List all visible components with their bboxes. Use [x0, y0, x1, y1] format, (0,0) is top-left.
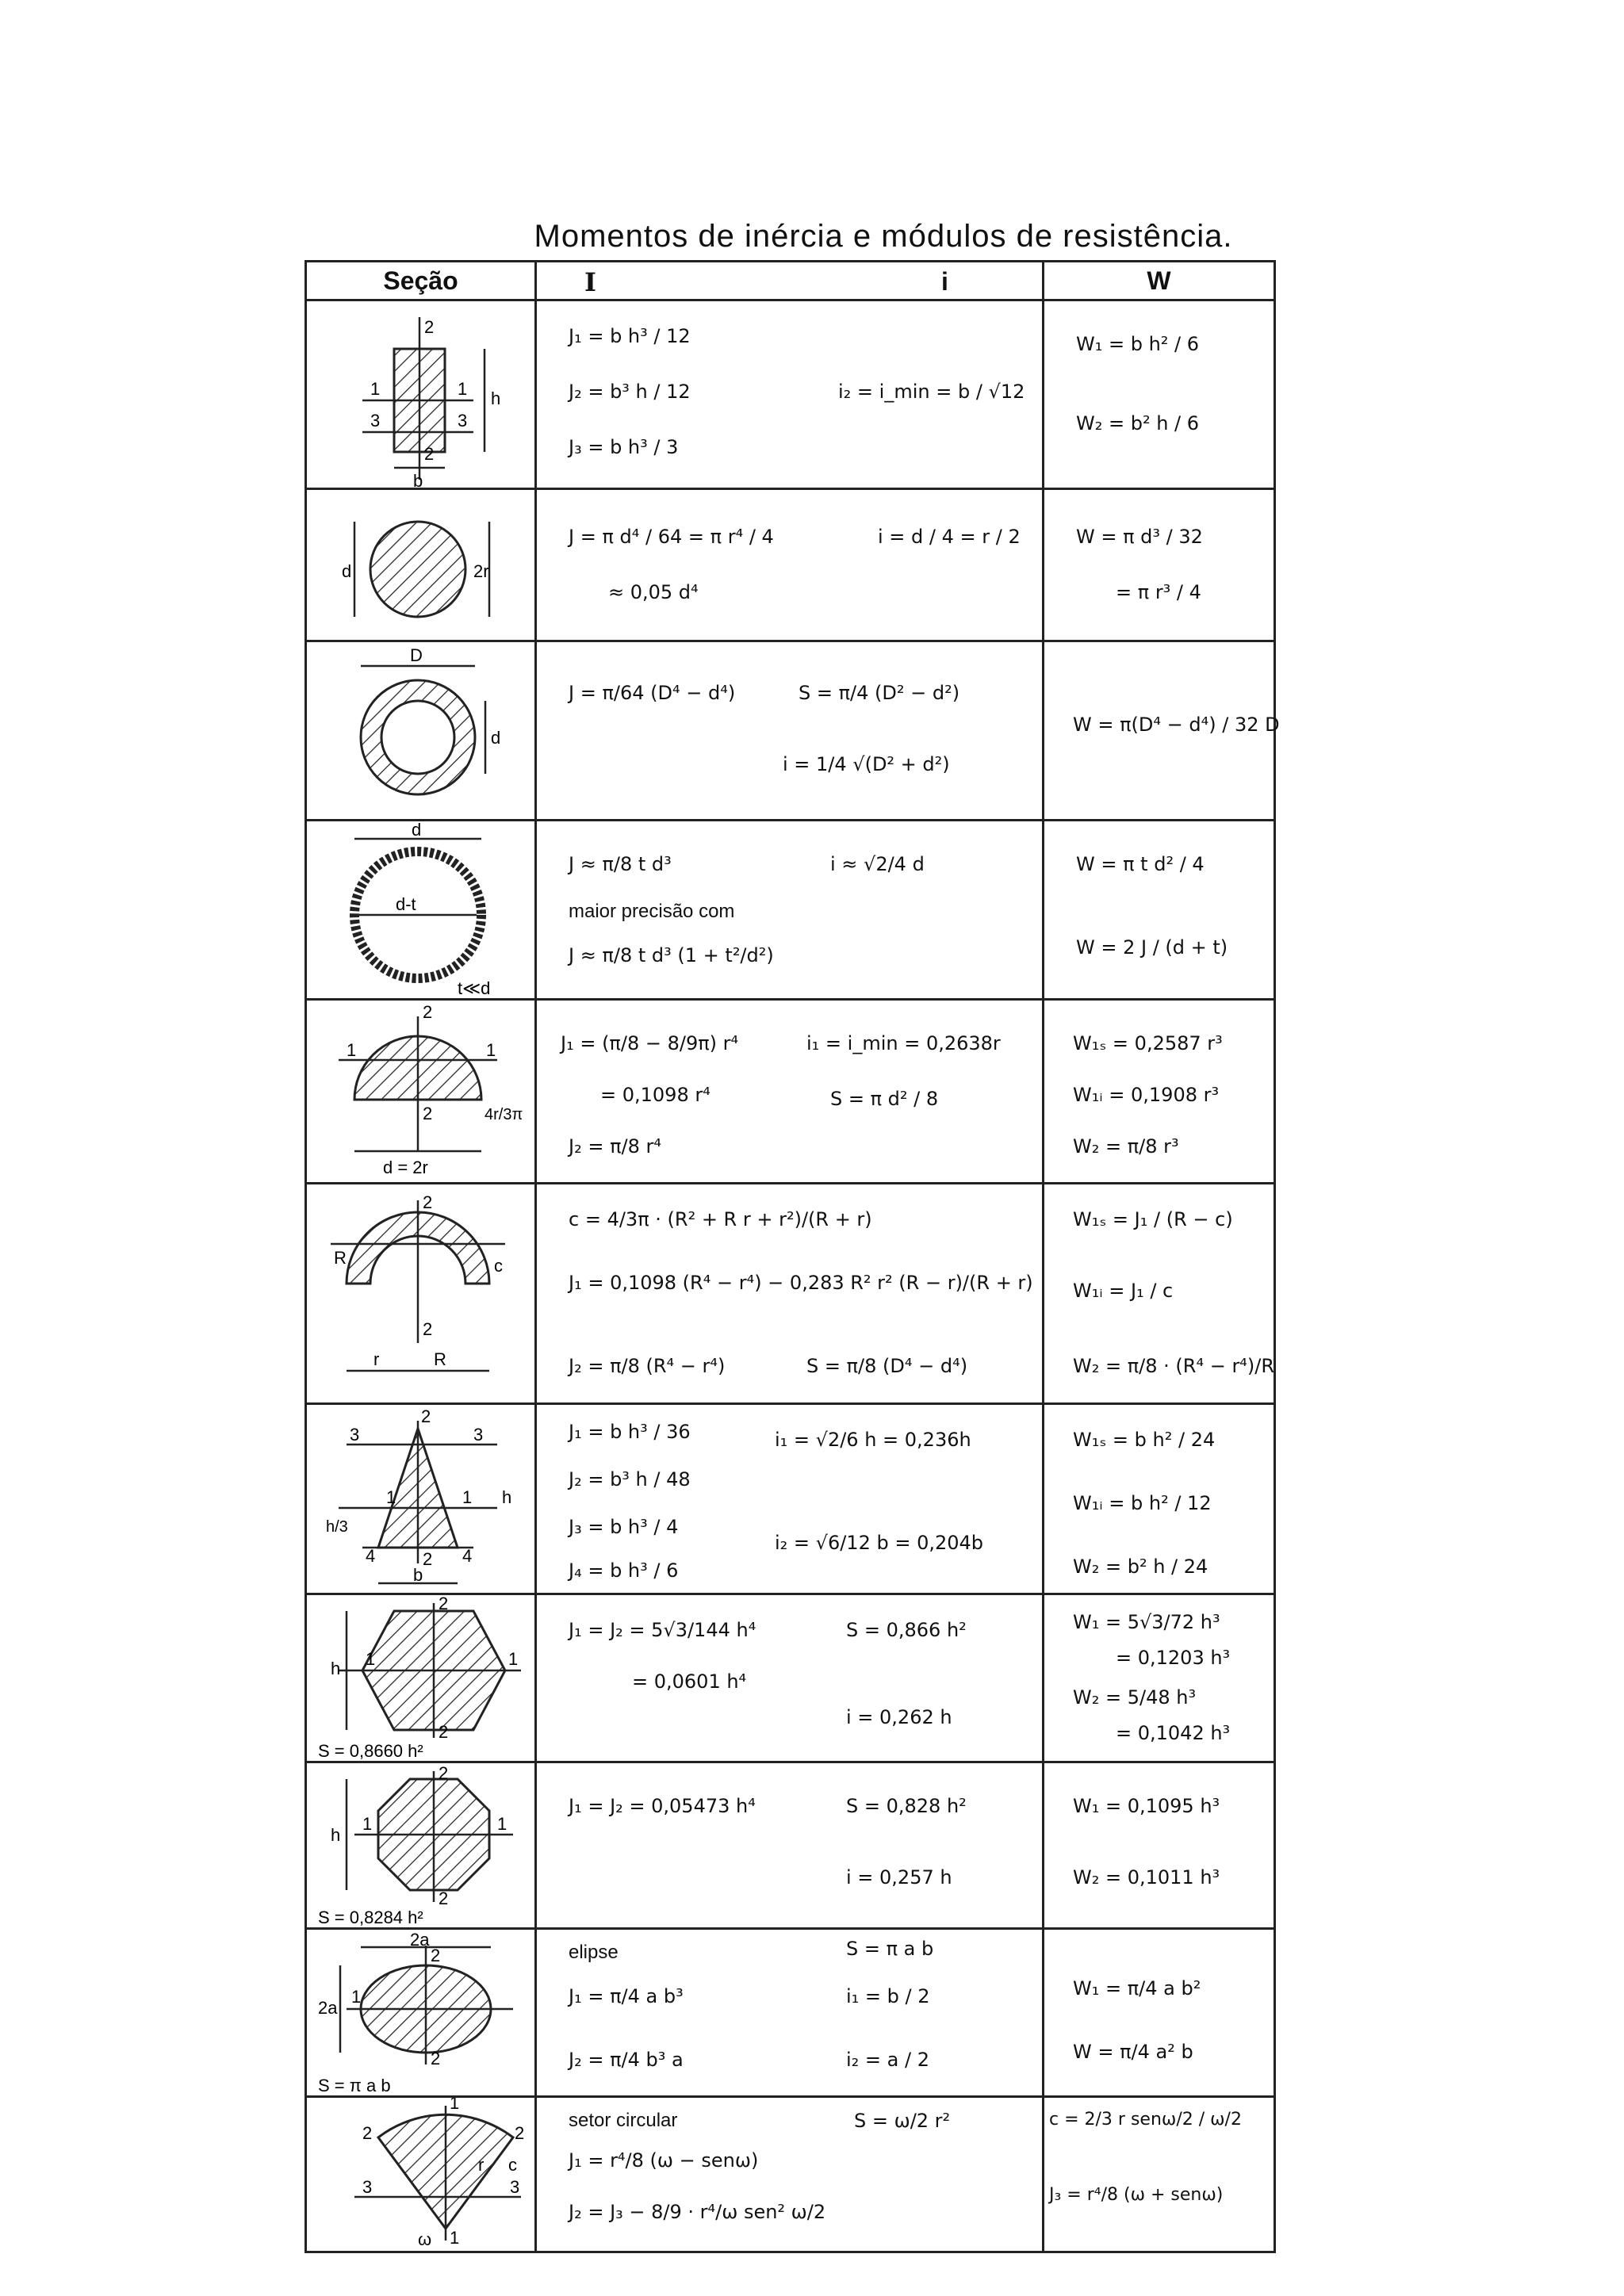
fig-label: 1: [450, 2098, 460, 2113]
formula: W₂ = 0,1011 h³: [1073, 1866, 1220, 1888]
formula: J₁ = b h³ / 36: [569, 1421, 691, 1443]
fig-label: 2: [424, 444, 435, 464]
formula: = 0,0601 h⁴: [632, 1670, 747, 1693]
formula: W₁ₛ = J₁ / (R − c): [1073, 1208, 1233, 1230]
fig-label: h: [491, 388, 501, 408]
formula: W = π t d² / 4: [1076, 853, 1205, 875]
fig-label: 1: [351, 1987, 362, 2007]
fig-label: 1: [508, 1649, 519, 1669]
formula: = 0,1098 r⁴: [600, 1084, 710, 1106]
inertia-cell: [536, 1184, 1044, 1404]
formula: J = π d⁴ / 64 = π r⁴ / 4: [569, 526, 774, 548]
formula: J₁ = J₂ = 5√3/144 h⁴: [569, 1619, 756, 1641]
section-figure: [306, 2097, 536, 2252]
fig-label: d = 2r: [383, 1158, 428, 1177]
formula: S = π/4 (D² − d²): [799, 682, 960, 704]
header-section: Seção: [306, 262, 536, 300]
inertia-cell: [536, 1594, 1044, 1762]
fig-label: 1: [386, 1487, 396, 1507]
fig-label: 3: [362, 2177, 373, 2197]
formula: J₃ = b h³ / 4: [569, 1516, 679, 1538]
fig-label: 3: [473, 1425, 484, 1445]
fig-label: d: [491, 728, 501, 748]
table-row: [306, 300, 1275, 489]
fig-label: d-t: [396, 894, 416, 914]
table-row: [306, 1762, 1275, 1929]
note: maior precisão com: [569, 901, 735, 922]
formula: i = 0,262 h: [846, 1706, 952, 1728]
fig-label: 2: [439, 1722, 449, 1742]
inertia-cell: [536, 2097, 1044, 2252]
fig-label: 1: [370, 379, 381, 399]
fig-label: 1: [362, 1814, 373, 1834]
modulus-cell: [1044, 2097, 1275, 2252]
fig-label: 1: [450, 2228, 460, 2248]
fig-label: 2: [421, 1406, 431, 1426]
formula: S = ω/2 r²: [854, 2110, 951, 2132]
formula: i = d / 4 = r / 2: [878, 526, 1021, 548]
table-row: [306, 2097, 1275, 2252]
formula: W₂ = π/8 · (R⁴ − r⁴)/R: [1073, 1355, 1275, 1377]
formula: W₁ᵢ = J₁ / c: [1073, 1280, 1174, 1302]
formula: = 0,1203 h³: [1116, 1647, 1231, 1669]
formula: J₃ = b h³ / 3: [569, 436, 679, 458]
section-figure: [306, 1000, 536, 1184]
fig-label: d: [342, 561, 352, 581]
inertia-cell: [536, 1000, 1044, 1184]
formula: W₁ = π/4 a b²: [1073, 1977, 1201, 1999]
formula: J₄ = b h³ / 6: [569, 1559, 679, 1582]
modulus-cell: [1044, 1594, 1275, 1762]
formula: W₁ = 0,1095 h³: [1073, 1795, 1220, 1817]
section-figure: [306, 821, 536, 1000]
hexagon-figure: [307, 1595, 537, 1763]
section-figure: [306, 1929, 536, 2097]
sector-figure: [307, 2098, 537, 2253]
table-row: [306, 1000, 1275, 1184]
fig-label: 1: [486, 1040, 496, 1060]
ring-figure: [307, 642, 537, 821]
fig-label: b: [413, 471, 423, 490]
modulus-cell: [1044, 300, 1275, 489]
inertia-cell: [536, 1762, 1044, 1929]
fig-label: 2: [515, 2123, 525, 2143]
formula: S = 0,828 h²: [846, 1795, 967, 1817]
circle-figure: [307, 490, 537, 642]
section-figure: [306, 1762, 536, 1929]
fig-label: 3: [458, 411, 468, 430]
fig-label: h: [502, 1487, 512, 1507]
formula: W = π d³ / 32: [1076, 526, 1203, 548]
page-title: Momentos de inércia e módulos de resistência.: [534, 219, 1233, 254]
formula: J₁ = (π/8 − 8/9π) r⁴: [561, 1032, 739, 1054]
modulus-cell: [1044, 1000, 1275, 1184]
rectangle-figure: [307, 301, 537, 490]
fig-label: ω: [418, 2229, 432, 2249]
fig-label: D: [410, 645, 423, 665]
note: elipse: [569, 1942, 619, 1963]
modulus-cell: [1044, 1184, 1275, 1404]
fig-label: 2: [423, 1104, 433, 1123]
table-row: [306, 1929, 1275, 2097]
fig-label: 1: [458, 379, 468, 399]
modulus-cell: [1044, 641, 1280, 821]
table-row: [306, 821, 1275, 1000]
fig-label: 1: [366, 1649, 376, 1669]
reference-table: [304, 219, 1280, 2272]
table-row: [306, 489, 1275, 641]
fig-label: S = π a b: [318, 2076, 391, 2095]
inertia-table: [304, 260, 1280, 2253]
section-figure: [306, 1594, 536, 1762]
formula: J₂ = π/8 r⁴: [569, 1135, 661, 1158]
thin-ring-figure: [307, 821, 537, 1001]
fig-label: 2: [439, 1888, 449, 1908]
formula: J₁ = 0,1098 (R⁴ − r⁴) − 0,283 R² r² (R − r)/(R + r): [569, 1272, 1033, 1294]
fig-label: r: [478, 2155, 485, 2175]
section-figure: [306, 641, 536, 821]
fig-label: 4r/3π: [485, 1106, 523, 1123]
formula: J₁ = J₂ = 0,05473 h⁴: [569, 1795, 756, 1817]
section-figure: [306, 489, 536, 641]
fig-label: c: [508, 2155, 517, 2175]
fig-label: 2: [424, 317, 435, 337]
inertia-cell: [536, 1929, 1044, 2097]
formula: J₂ = π/8 (R⁴ − r⁴): [569, 1355, 726, 1377]
fig-label: b: [413, 1565, 423, 1585]
fig-label: 2: [423, 1002, 433, 1022]
fig-label: 2r: [473, 561, 489, 581]
formula: J ≈ π/8 t d³ (1 + t²/d²): [569, 944, 774, 966]
fig-label: R: [434, 1349, 446, 1369]
modulus-cell: [1044, 1404, 1275, 1594]
formula: J₂ = J₃ − 8/9 · r⁴/ω sen² ω/2: [569, 2201, 826, 2223]
formula: W₂ = b² h / 6: [1076, 412, 1200, 434]
formula: J₁ = b h³ / 12: [569, 325, 691, 347]
fig-label: 1: [462, 1487, 473, 1507]
table-row: [306, 1594, 1275, 1762]
fig-label: 2: [423, 1192, 433, 1212]
formula: i₂ = √6/12 b = 0,204b: [775, 1532, 984, 1554]
formula: W = π/4 a² b: [1073, 2041, 1193, 2063]
fig-label: r: [373, 1349, 380, 1369]
triangle-figure: [307, 1405, 537, 1595]
modulus-cell: [1044, 1929, 1275, 2097]
formula: W = 2 J / (d + t): [1076, 936, 1228, 959]
section-figure: [306, 300, 536, 489]
half-ring-figure: [307, 1184, 537, 1405]
formula: W₁ = 5√3/72 h³: [1073, 1611, 1220, 1633]
formula: S = 0,866 h²: [846, 1619, 967, 1641]
formula: i₁ = b / 2: [846, 1985, 930, 2007]
note: setor circular: [569, 2110, 678, 2131]
formula: S = π/8 (D⁴ − d⁴): [806, 1355, 968, 1377]
fig-label: 3: [510, 2177, 520, 2197]
inertia-cell: [536, 641, 1044, 821]
fig-label: 2a: [410, 1930, 430, 1950]
modulus-cell: [1044, 489, 1275, 641]
section-figure: [306, 1184, 536, 1404]
formula: W₁ᵢ = 0,1908 r³: [1073, 1084, 1220, 1106]
formula: = 0,1042 h³: [1116, 1722, 1231, 1744]
fig-label: 2: [362, 2123, 373, 2143]
header-inertia: I: [584, 267, 596, 297]
formula: W₁ₛ = 0,2587 r³: [1073, 1032, 1223, 1054]
fig-label: h: [331, 1825, 341, 1845]
formula: J₂ = b³ h / 48: [569, 1468, 691, 1490]
fig-label: 2: [431, 2049, 441, 2068]
section-figure: [306, 1404, 536, 1594]
ellipse-figure: [307, 1930, 537, 2098]
formula: W₂ = π/8 r³: [1073, 1135, 1179, 1158]
fig-label: 4: [462, 1546, 473, 1566]
formula: = π r³ / 4: [1116, 581, 1201, 603]
formula: c = 2/3 r senω/2 / ω/2: [1049, 2110, 1242, 2130]
table-row: [306, 1184, 1275, 1404]
formula: W₂ = 5/48 h³: [1073, 1686, 1197, 1709]
fig-label: 2: [423, 1549, 433, 1569]
fig-label: R: [334, 1248, 347, 1268]
fig-label: t≪d: [458, 978, 491, 998]
table-row: [306, 641, 1275, 821]
fig-label: 2: [431, 1946, 441, 1965]
inertia-cell: [536, 300, 1044, 489]
fig-label: d: [412, 821, 422, 840]
formula: S = π d² / 8: [830, 1088, 939, 1110]
formula: J₁ = π/4 a b³: [569, 1985, 684, 2007]
fig-label: 1: [497, 1814, 508, 1834]
formula: i = 1/4 √(D² + d²): [783, 753, 950, 775]
fig-label: 2: [423, 1319, 433, 1339]
formula: i₁ = √2/6 h = 0,236h: [775, 1429, 971, 1451]
modulus-cell: [1044, 1762, 1275, 1929]
fig-label: S = 0,8284 h²: [318, 1908, 423, 1927]
formula: W₁ᵢ = b h² / 12: [1073, 1492, 1212, 1514]
fig-label: c: [494, 1256, 503, 1276]
formula: ≈ 0,05 d⁴: [608, 581, 699, 603]
formula: J₁ = r⁴/8 (ω − senω): [569, 2149, 759, 2172]
octagon-figure: [307, 1763, 537, 1930]
header-row: [306, 262, 1275, 300]
formula: c = 4/3π · (R² + R r + r²)/(R + r): [569, 1208, 872, 1230]
fig-label: 1: [347, 1040, 357, 1060]
formula: W₁ₛ = b h² / 24: [1073, 1429, 1216, 1451]
formula: W = π(D⁴ − d⁴) / 32 D: [1073, 714, 1280, 736]
formula: S = π a b: [846, 1938, 934, 1960]
fig-label: 4: [366, 1546, 376, 1566]
fig-label: h: [331, 1659, 341, 1678]
formula: i₁ = i_min = 0,2638r: [806, 1032, 1001, 1054]
header-inertia-radius: [536, 262, 1044, 300]
formula: W₁ = b h² / 6: [1076, 333, 1200, 355]
formula: J = π/64 (D⁴ − d⁴): [569, 682, 736, 704]
formula: i = 0,257 h: [846, 1866, 952, 1888]
fig-label: h/3: [326, 1518, 348, 1536]
inertia-cell: [536, 1404, 1044, 1594]
inertia-cell: [536, 489, 1044, 641]
header-modulus: W: [1044, 262, 1275, 300]
formula: i₂ = a / 2: [846, 2049, 929, 2071]
formula: J₂ = b³ h / 12: [569, 381, 691, 403]
formula: i₂ = i_min = b / √12: [838, 381, 1025, 403]
fig-label: S = 0,8660 h²: [318, 1741, 423, 1761]
table-row: [306, 1404, 1275, 1594]
header-radius: i: [941, 267, 948, 296]
formula: i ≈ √2/4 d: [830, 853, 925, 875]
formula: W₂ = b² h / 24: [1073, 1556, 1208, 1578]
modulus-cell: [1044, 821, 1275, 1000]
fig-label: 3: [370, 411, 381, 430]
formula: J₃ = r⁴/8 (ω + senω): [1049, 2185, 1224, 2205]
fig-label: 2: [439, 1763, 449, 1783]
formula: J ≈ π/8 t d³: [569, 853, 672, 875]
fig-label: 2: [439, 1595, 449, 1613]
formula: J₂ = π/4 b³ a: [569, 2049, 684, 2071]
inertia-cell: [536, 821, 1044, 1000]
semicircle-figure: [307, 1001, 537, 1184]
fig-label: 3: [350, 1425, 360, 1445]
fig-label: 2a: [318, 1998, 338, 2018]
